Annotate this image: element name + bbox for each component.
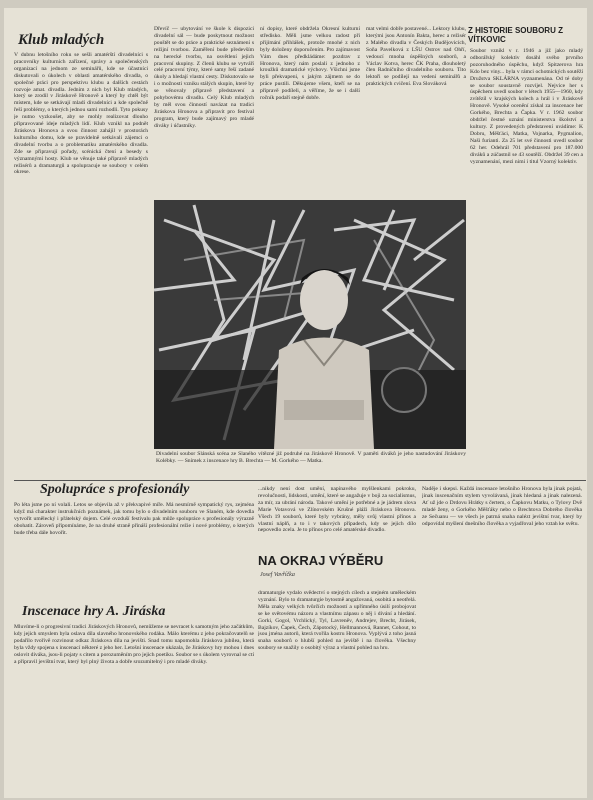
headline-klub-mladych: Klub mladých: [18, 32, 105, 48]
klub-column-3: ní dopisy, které obdržela Okresní kulturní středisko. Měli jsme velkou radost při přijímání přihlášek, protože mnohé z nich byly doloženy doporučením. Pro zajímavost Vám dnes předkládáme: pozdrav z Hronova, který nám poslali z jednoho z kroužků dramatické výchovy. Všichni jsme byli překvapeni, s jakým zájmem se do práce pustili. Děkujeme všem, kteří se na přípravě podíleli, a věříme, že se i další ročník podaří stejně dobře.: [260, 26, 360, 102]
stage-scene-illustration: [154, 200, 466, 449]
klub-column-4: mat velmi dobře postavené... Lektory klubu, kterými jsou Antonín Bakta, herec a režisér z Malého divadla v Českých Budějovicích, Soňa Pavelková z LŠU Ostrov nad Ohří, vedoucí mnoha úspěšných souborů, a Václav Kotva, herec ČK Praha, dlouholetý člen Radničního divadelního souboru. Tito lektoři se podílejí na vedení seminářů a praktických cvičení. Eva Slováková: [366, 26, 466, 88]
okraj-column-1: dramaturgie vydalo svědectví o stejných cílech a stejném uměleckém vyznání. Bylo to dramaturgie bytostně angažovaná, osobitá a neotřelá. Měla znaky velkých tvůrčích možností a upřímného úsilí probojovat se ke světovému názoru a vlastnímu zápasu o něj i dívání a hledání. Gorki, Gogol, Vrchlický, Tyl, Lavreněv, Andrejev, Brecht, Jirásek, Bajzíkov, Čapek, Čech, Zápotocký, Hellmannová, Rannet, Cohout, to jsou jména autorů, která tvořila kostru Hronova. Vyplývá z toho jasná snaha souborů o hlubší pohled na jeviště i na člověka. Všechny soubory se snažily o osobitý výraz a vlastní pohled na hru.: [258, 590, 416, 652]
theatre-photo: [154, 200, 466, 449]
newspaper-page: [4, 8, 587, 798]
historie-body: Soubor vznikl v r. 1946 a již jako mladý odborářský kolektiv dosáhl svého prvního pozoruhodného úspěchu, když Spitzerova hra Kdo bez viny... byla v rámci ochotnických soutěží Družstva SKLÁRNA vyznamenána. Od té doby se soubor soustavně rozvíjel. Nejvíce her s úspěchem uvedl soubor v létech 1955—1960, kdy zvítězil v krajských kolech a hrál i v Jiráskově Hronově. Vysoké ocenění získal za inscenace her Gorkého, Brechta a Čapka. V r. 1962 soubor obdržel čestné uznání ministerstva školství a kultury. Z provedených představení uvádíme: K Dobru, Měšťáci, Matka, Vojnarka, Pygmalion, Naši furianti. Za 25 let své činnosti uvedl soubor 62 her. Odehrál 701 představení pro 187.000 diváků a zúčastnil se 43 soutěží. Obdržel 39 cen a vyznamenání, mezi nimi i titul Vzorný kolektiv.: [470, 48, 583, 165]
headline-inscenace: Inscenace hry A. Jiráska: [22, 604, 166, 619]
headline-spoluprace: Spolupráce s profesionály: [40, 482, 190, 497]
headline-historie: Z HISTORIE SOUBORU Z VÍTKOVIC: [468, 26, 563, 44]
klub-column-2: Dřevíč — ubytování ve škole k dispozici divadelní sál — bude poskytnout možnost pouštět se do práce a praktické seznámení s režijní tvorbou. Zaměření bude především na herecké tvorbu, na osvětlení jejich pracovní skupiny. Z členů klubu se vytváří celé pracovní týmy, které samy řeší zadané úkoly a hledají vlastní cesty. Diskutovalo se i o možnosti vzniku stálých skupin, které by se věnovaly přípravě představení a pohybovému divadlu. Celý Klub mladých by měl svou činností navázat na tradici Jiráskova Hronova a připravit pro festival program, který bude zajímavý pro mladé diváky i účastníky.: [154, 26, 254, 129]
okraj-column-3: Naděje i skepsi. Každá inscenace letošního Hronova byla jinak pojatá, jinak inscenačním stylem vyvolávaná, jinak hledaná a jinak nalezená. Ať už jde o Drdovu Hrátky s čertem, o Čapkovu Matku, o Tylovy Dvě mladé ženy, o Gorkého Měšťáky nebo o Brechtova Dobrého člověka ze Sečuanu — ve všech je patrná snaha nalézt jevištní tvar, který by odpovídal myšlení dnešního člověka a vyjadřoval jeho vztah ke světu.: [422, 486, 582, 527]
klub-column-1: V dubnu letošního roku se sešli amatérští divadelníci s pracovníky kulturních zařízení, správy a společenských organizací na jednom ze seminářů, kde se účastníci diskutovali o úkolech v oblasti amatérského divadla, o společné práci pro perspektivu klubu a dalších cestách rozvoje amat. divadla. Jedním z nich byl Klub mladých, který se zrodil v Jiráskově Hronově a který by chtěl být místem, kde se setkávají mladí divadelníci a kde společně řeší problémy, o kterých jednou sami rozhodli. Tyto pokusy je nutno vyzkoušet, aby se mohly realizovat dlouho připravované ideje mladých lidí. Klub vznikl na podnět Jiráskova Hronova a svou činnost zahájil v prostorách kulturního domu, kde se pravidelně setkávali zájemci o divadelní tvorbu a o problematiku amatérského divadla. Zde se připravují pořady, scénická čtení a besedy s významnými hosty. Klub se věnuje také přípravě mladých režisérů a dramaturgů a spolupracuje se soubory v celém okrese.: [14, 52, 148, 176]
okraj-column-2: ...nikdy není dost umění, napínavého mylšlenkami pokroku, revolučnosti, lidskosti, umění, které se angažuje v boji za socialismus, za mír, za ubrání národa. Takové umění je potřebné a je jádrem slova Marie Votavová ve Zlínovském Krušné pláži Jiráskova Hronova. Všech 19 souborů, které byly vybrány, měly svůj vlastní přínos a vlastní náplň, a to i v takových případech, kdy se jejich dílo nepovedlo zcela. Je to přínos pro celé amatérské divadlo.: [258, 486, 416, 534]
headline-na-okraj-vyberu: NA OKRAJ VÝBĚRU: [258, 553, 384, 568]
spoluprace-body: Po léta jsme po ní volali. Letos se objevila až v překvapivé míře. Má nesmírně sympatický rys, zejména když má charakter instrukčních poznámek, jak tomu bylo o divadelním souboru ve Slaném, kde dovedla vytvořit umělecký i přátelský dojem. Celé ovzduší festivalu pak může spolupráce s profesionály výrazně obohatit. Zároveň připomínáme, že na druhé straně přináší profesionální režie i nové problémy, o kterých bude třeba dále hovořit.: [14, 502, 254, 536]
author-byline: Josef Vavříčka: [260, 572, 295, 578]
photo-caption: Divadelní soubor Slánská scéna ze Slaného vítězné již podruhé na Jiráskově Hronově. V paměti diváků je jeho nastudování Jiráskovy Kolébky. — Snímek z inscenace hry B. Brechta — M. Gorkého — Matka.: [156, 451, 466, 464]
section-divider: [14, 480, 586, 481]
inscenace-body: Mluvíme-li o progresivní tradici Jiráskových Hronovů, nemůžeme se nevracet k samotným jeho začátkům, kdy jejich smyslem byla oslava díla slavného hronovského rodáka. Málo kterému z jeho pokračovatelů se podařilo tvořivě rozvinout odkaz Jiráskova díla na jevišti. Snad tomu napomohla Jiráskova jubilea, která byla vždy spojena s inscenací některé z jeho her. Letošní inscenace ukázala, že Jiráskovy hry mohou i dnes oslovit diváka, jsou-li pojaty s citem a porozuměním pro jejich poetiku. Soubor se s úkolem vyrovnal se ctí a připravil jevištní tvar, který byl plný života a dobře srozumitelný i pro mladé diváky.: [14, 624, 254, 665]
